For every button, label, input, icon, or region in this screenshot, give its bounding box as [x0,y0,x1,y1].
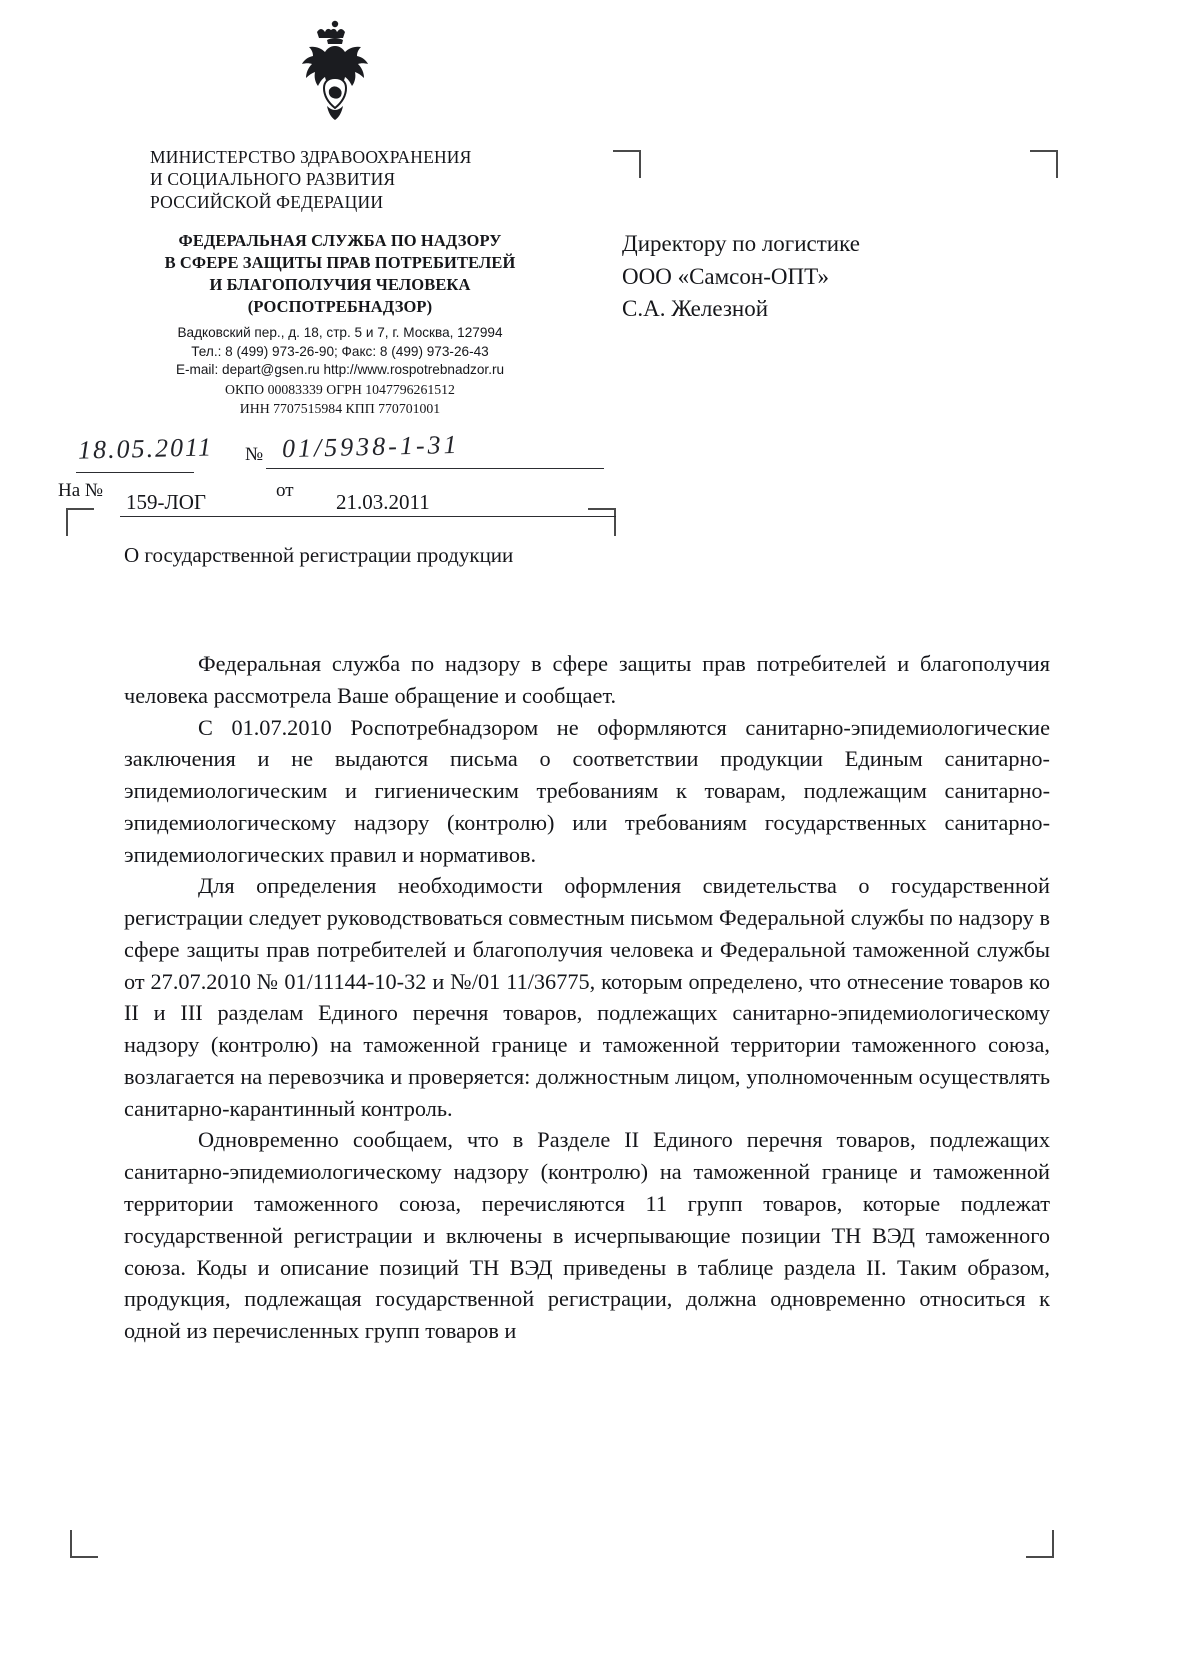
registration-date-handwritten: 18.05.2011 [77,432,214,465]
letterhead-contacts [124,324,556,418]
service-line-4: (РОСПОТРЕБНАДЗОР) [247,296,433,316]
addressee-line-2: ООО «Самсон-ОПТ» [622,263,830,289]
registration-row [74,429,604,474]
crop-mark-mid-center [588,508,616,536]
number-rule [266,468,604,469]
body-paragraph-3: Для определения необходимости оформления свидетельства о государственной регистрации следует руководствоваться совместным письмом Федеральной службы по надзору в сфере защиты прав потребителей и благополучия человека и Федеральной таможенной службы от 27.07.2010 № 01/11144-10-32 и №/01 11/36775, которым определено, что отнесение товаров ко II и III разделам Единого перечня товаров, подлежащих санитарно-эпидемиологическому надзору (контролю) на таможенной границе и таможенной территории таможенного союза, возлагается на перевозчика и проверяется: должностным лицом, уполномоченным осуществлять санитарно-карантинный контроль. [124,873,1050,1121]
coat-of-arms-icon [287,18,383,126]
inn-kpp-line: ИНН 7707515984 КПП 770701001 [239,401,441,417]
ministry-line-2: И СОЦИАЛЬНОГО РАЗВИТИЯ [150,169,396,190]
body-paragraph-2: С 01.07.2010 Роспотребнадзором не оформляются санитарно-эпидемиологические заключения и не выдаются письма о соответствии продукции Единым санитарно-эпидемиологическим и гигиеническим требованиям к товарам, подлежащим санитарно-эпидемиологическому надзору (контролю) или требованиям государственных санитарно-эпидемиологических правил и нормативов. [124,714,1050,867]
letter-body [124,648,1050,1347]
service-line-3: И БЛАГОПОЛУЧИЯ ЧЕЛОВЕКА [209,275,471,295]
service-line-2: В СФЕРЕ ЗАЩИТЫ ПРАВ ПОТРЕБИТЕЛЕЙ [164,253,516,273]
address-line: Вадковский пер., д. 18, стр. 5 и 7, г. Москва, 127994 [177,324,503,340]
addressee-block [622,228,860,326]
registration-number-handwritten: 01/5938-1-31 [281,429,460,464]
reply-to-value: 159-ЛОГ [126,490,207,514]
service-name [124,230,556,318]
reply-reference-row [58,478,618,512]
reply-reference-rule [120,516,616,517]
addressee-line-1: Директору по логистике [622,231,860,256]
phone-line: Тел.: 8 (499) 973-26-90; Факс: 8 (499) 973-26-43 [191,343,489,359]
date-rule [76,472,194,473]
from-label: от [276,480,294,501]
subject-line: О государственной регистрации продукции [124,543,514,567]
number-label: № [245,444,264,465]
okpo-ogrn-line: ОКПО 00083339 ОГРН 1047796261512 [225,382,455,398]
body-paragraph-4: Одновременно сообщаем, что в Разделе II Единого перечня товаров, подлежащих санитарно-эпидемиологическому надзору (контролю) на таможенной границе и таможенной территории таможенного союза, перечисляются 11 групп товаров, которые подлежат государственной регистрации и включены в исчерпывающие позиции ТН ВЭД таможенного союза. Коды и описание позиций ТН ВЭД приведены в таблице раздела II. Таким образом, продукция, подлежащая государственной регистрации, должна одновременно относиться к одной из перечисленных групп товаров и [124,1127,1050,1344]
letterhead [124,146,556,418]
crop-mark-top-center [613,150,641,178]
ministry-line-3: РОССИЙСКОЙ ФЕДЕРАЦИИ [150,191,384,212]
reply-to-label: На № [58,480,104,501]
body-paragraph-1: Федеральная служба по надзору в сфере защиты прав потребителей и благополучия человека рассмотрела Ваше обращение и сообщает. [124,651,1050,708]
crop-mark-bottom-right [1026,1530,1054,1558]
email-site-line: E-mail: depart@gsen.ru http://www.rospotrebnadzor.ru [175,362,505,378]
addressee-line-3: С.А. Железной [622,296,769,322]
from-value: 21.03.2011 [336,490,430,514]
ministry-name [124,146,556,213]
crop-mark-left-upper [66,508,94,536]
service-line-1: ФЕДЕРАЛЬНАЯ СЛУЖБА ПО НАДЗОРУ [178,231,502,251]
ministry-line-1: МИНИСТЕРСТВО ЗДРАВООХРАНЕНИЯ [150,147,472,167]
crop-mark-bottom-left [70,1530,98,1558]
crop-mark-top-right [1030,150,1058,178]
